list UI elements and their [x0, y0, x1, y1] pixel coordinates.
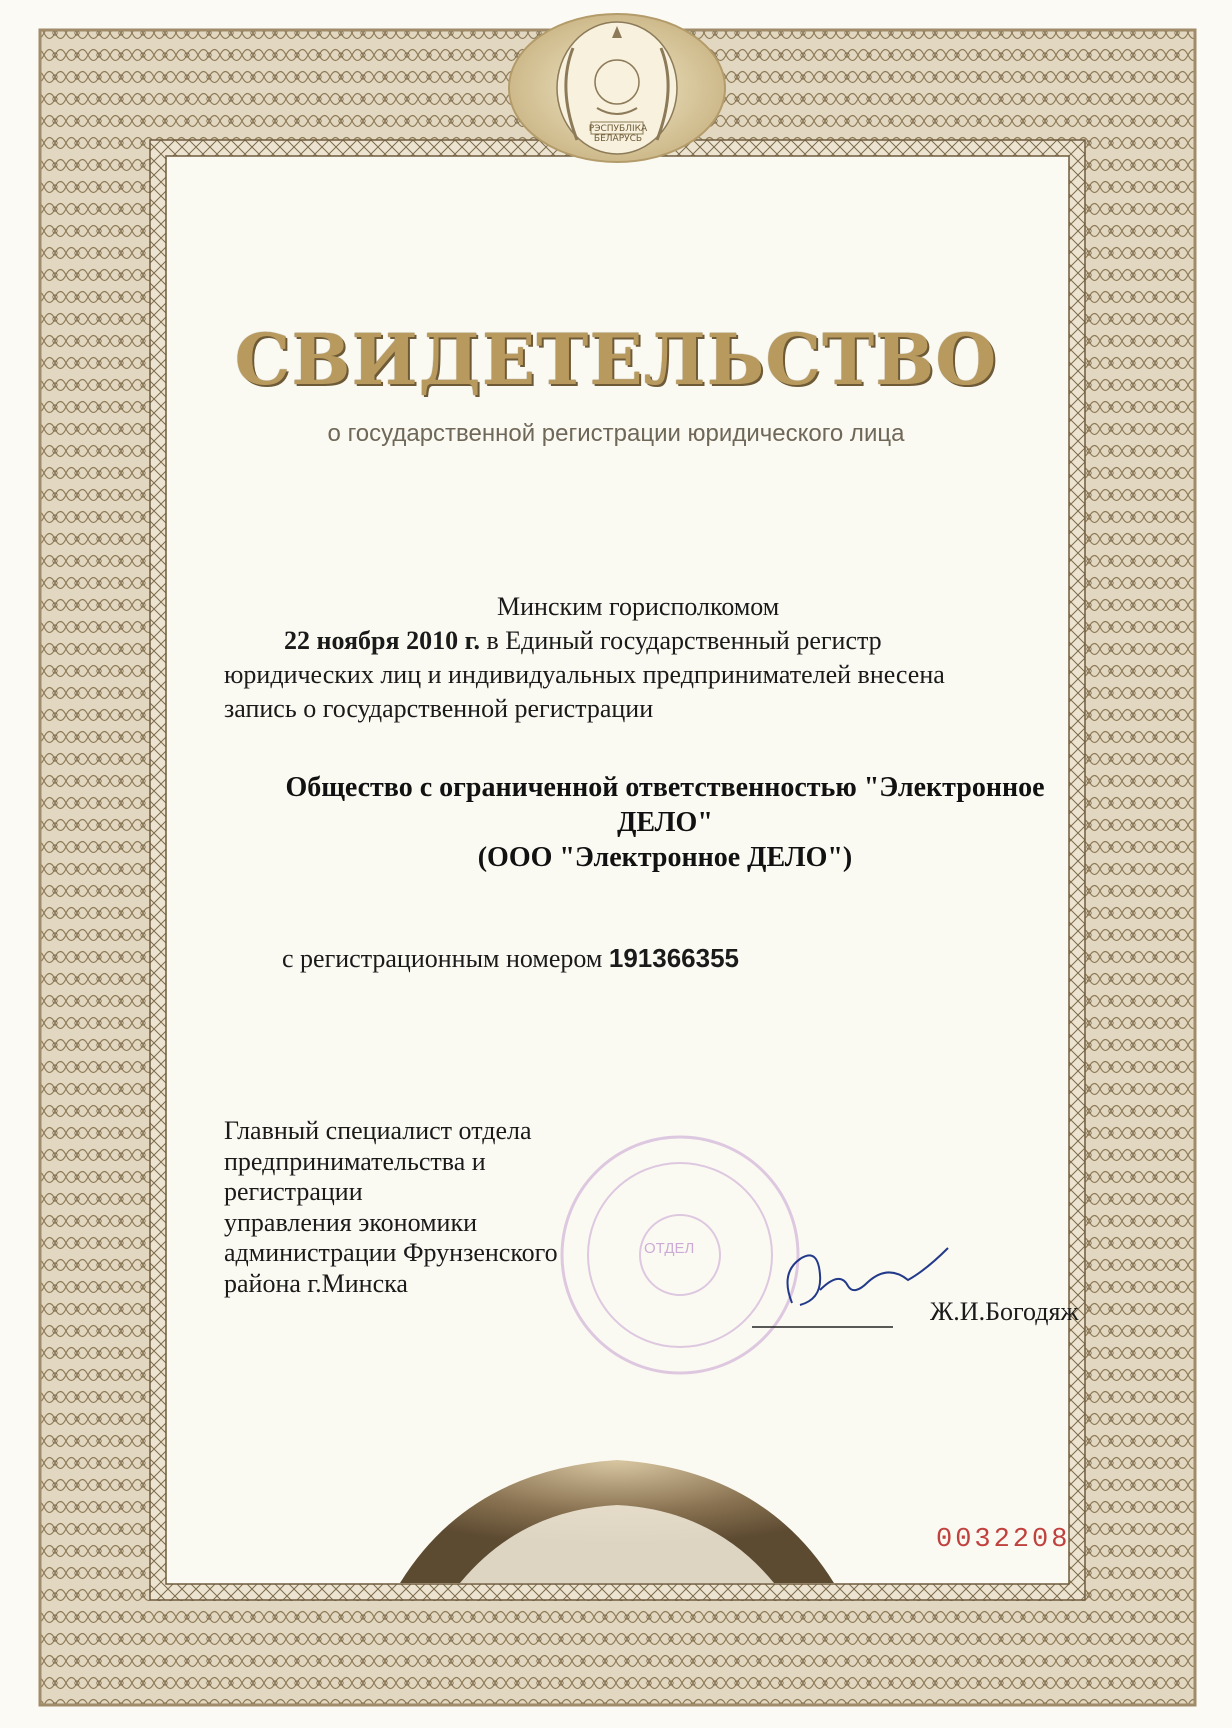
- serial-number: 0032208: [936, 1525, 1071, 1555]
- document-subtitle: о государственной регистрации юридического лица: [327, 420, 905, 447]
- reg-number-prefix: с регистрационным номером: [282, 944, 609, 973]
- registration-date: 22 ноября 2010 г.: [284, 626, 480, 655]
- org-name-line-2: ДЕЛО": [617, 807, 713, 838]
- signatory-line: района г.Минска: [224, 1268, 408, 1298]
- document-title: СВИДЕТЕЛЬСТВО: [234, 318, 998, 401]
- signatory-line: регистрации: [224, 1177, 363, 1206]
- paragraph-line-2: юридических лиц и индивидуальных предпринимателей внесена: [224, 660, 945, 689]
- registration-number: 191366355: [608, 943, 740, 973]
- signatory-line: предпринимательства и: [224, 1146, 486, 1176]
- signatory-position: [224, 1116, 558, 1299]
- emblem-label: РЭСПУБЛІКА БЕЛАРУСЬ: [588, 124, 648, 144]
- issuer: Минским горисполкомом: [497, 592, 780, 621]
- org-name-line-1: Общество с ограниченной ответственностью "Электронное: [285, 772, 1045, 803]
- signatory-name: Ж.И.Богодяж: [930, 1297, 1079, 1326]
- signatory-line: управления экономики: [224, 1207, 477, 1237]
- registration-number-line: [282, 943, 739, 974]
- paragraph-line-1: в Единый государственный регистр: [479, 626, 882, 655]
- organization-name: [200, 770, 1130, 875]
- signatory-line: Главный специалист отдела: [224, 1116, 532, 1145]
- stamp-center-word: ОТДЕЛ: [644, 1240, 695, 1257]
- registration-paragraph: [224, 624, 1110, 726]
- paragraph-line-3: запись о государственной регистрации: [224, 694, 654, 723]
- signatory-line: администрации Фрунзенского: [224, 1238, 558, 1267]
- org-short-name: (ООО "Электронное ДЕЛО"): [477, 842, 853, 873]
